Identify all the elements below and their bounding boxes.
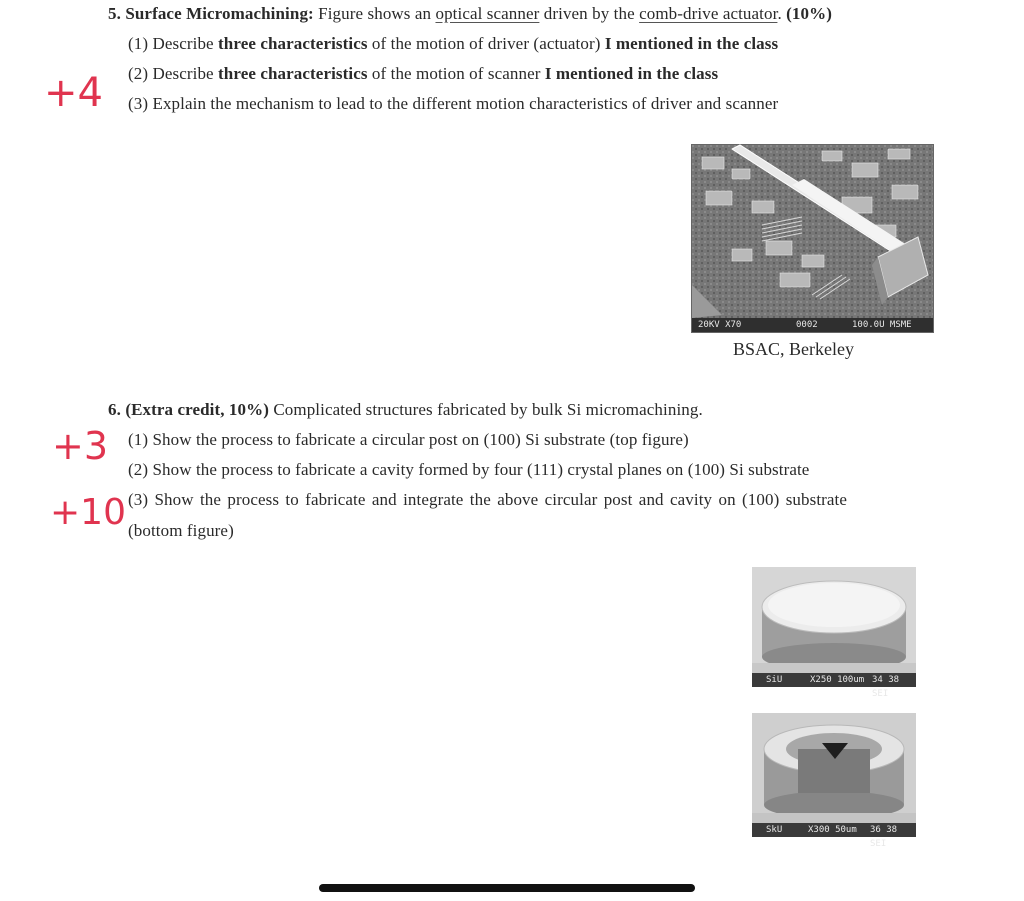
grade-mark-q6-top: +3 [52,424,109,468]
post-scalebar [752,673,916,699]
q5-number: 5. [108,4,121,23]
cavity-scalebar [752,823,916,849]
grade-mark-q6-bottom: +10 [50,492,126,533]
q6-number: 6. [108,400,121,419]
q6-item-3: (3) Show the process to fabricate and integrate the above circular post and cavity on (100) substrate [128,490,848,509]
post-scalebar-mid: X250 100um [810,675,865,685]
q5-item-2-bold-a: three characteristics [218,64,368,83]
sem-image-circular-post [752,567,916,699]
circular-post-picture [752,567,916,673]
q5-intro-scanner: optical scanner [435,4,540,23]
q5-item-3 [128,94,778,114]
q6-item-2: (2) Show the process to fabricate a cavity formed by four (111) crystal planes on (100) Si substrate [128,460,810,479]
grade-mark-q5: +4 [44,70,103,116]
q5-title: Surface Micromachining: [125,4,314,23]
sem-image-optical-scanner [691,144,934,333]
sem-scalebar [692,318,933,332]
q6-item-1: (1) Show the process to fabricate a circular post on (100) Si substrate (top figure) [128,430,689,449]
q6-title: (Extra credit, 10%) [125,400,269,419]
cavity-scalebar-mid: X300 50um [808,825,857,835]
q5-item-2-text-a: (2) Describe [128,64,219,83]
sem-image-post-cavity [752,713,916,849]
q5-intro-period: . [777,4,782,23]
q5-intro-actuator: comb-drive actuator [639,4,778,23]
q5-weight: (10%) [786,4,832,23]
q6-heading [108,400,703,420]
q5-item-3-text: (3) Explain the mechanism to lead to the different motion characteristics of driver and scanner [128,94,779,113]
q5-item-2-text-b: of the motion of scanner [367,64,545,83]
post-cavity-picture [752,713,916,823]
q5-item-1 [128,34,778,54]
sem-scanner-picture [692,145,933,318]
scalebar-id: 0002 [796,320,818,330]
q6-item-3-cont: (bottom figure) [128,521,234,540]
home-indicator[interactable] [319,884,695,892]
scalebar-voltage-mag: 20KV X70 [698,320,742,330]
q5-intro-text-2: driven by the [539,4,640,23]
q5-item-1-bold-b: I mentioned in the class [604,34,779,53]
q5-item-1-text-b: of the motion of driver (actuator) [367,34,605,53]
cavity-scalebar-left: SkU [766,825,783,835]
q5-intro-text: Figure shows an [318,4,436,23]
figure-caption: BSAC, Berkeley [733,339,854,359]
q5-item-2 [128,64,718,84]
post-scalebar-right: 34 38 SEI [872,675,900,699]
scalebar-length: 100.0U MSME [852,320,912,330]
q5-heading [108,4,832,24]
q5-item-1-text-a: (1) Describe [128,34,219,53]
post-scalebar-left: SiU [766,675,783,685]
q5-item-1-bold-a: three characteristics [218,34,368,53]
q5-item-2-bold-b: I mentioned in the class [544,64,719,83]
q6-intro: Complicated structures fabricated by bulk Si micromachining. [269,400,703,419]
cavity-scalebar-right: 36 38 SEI [870,825,898,849]
